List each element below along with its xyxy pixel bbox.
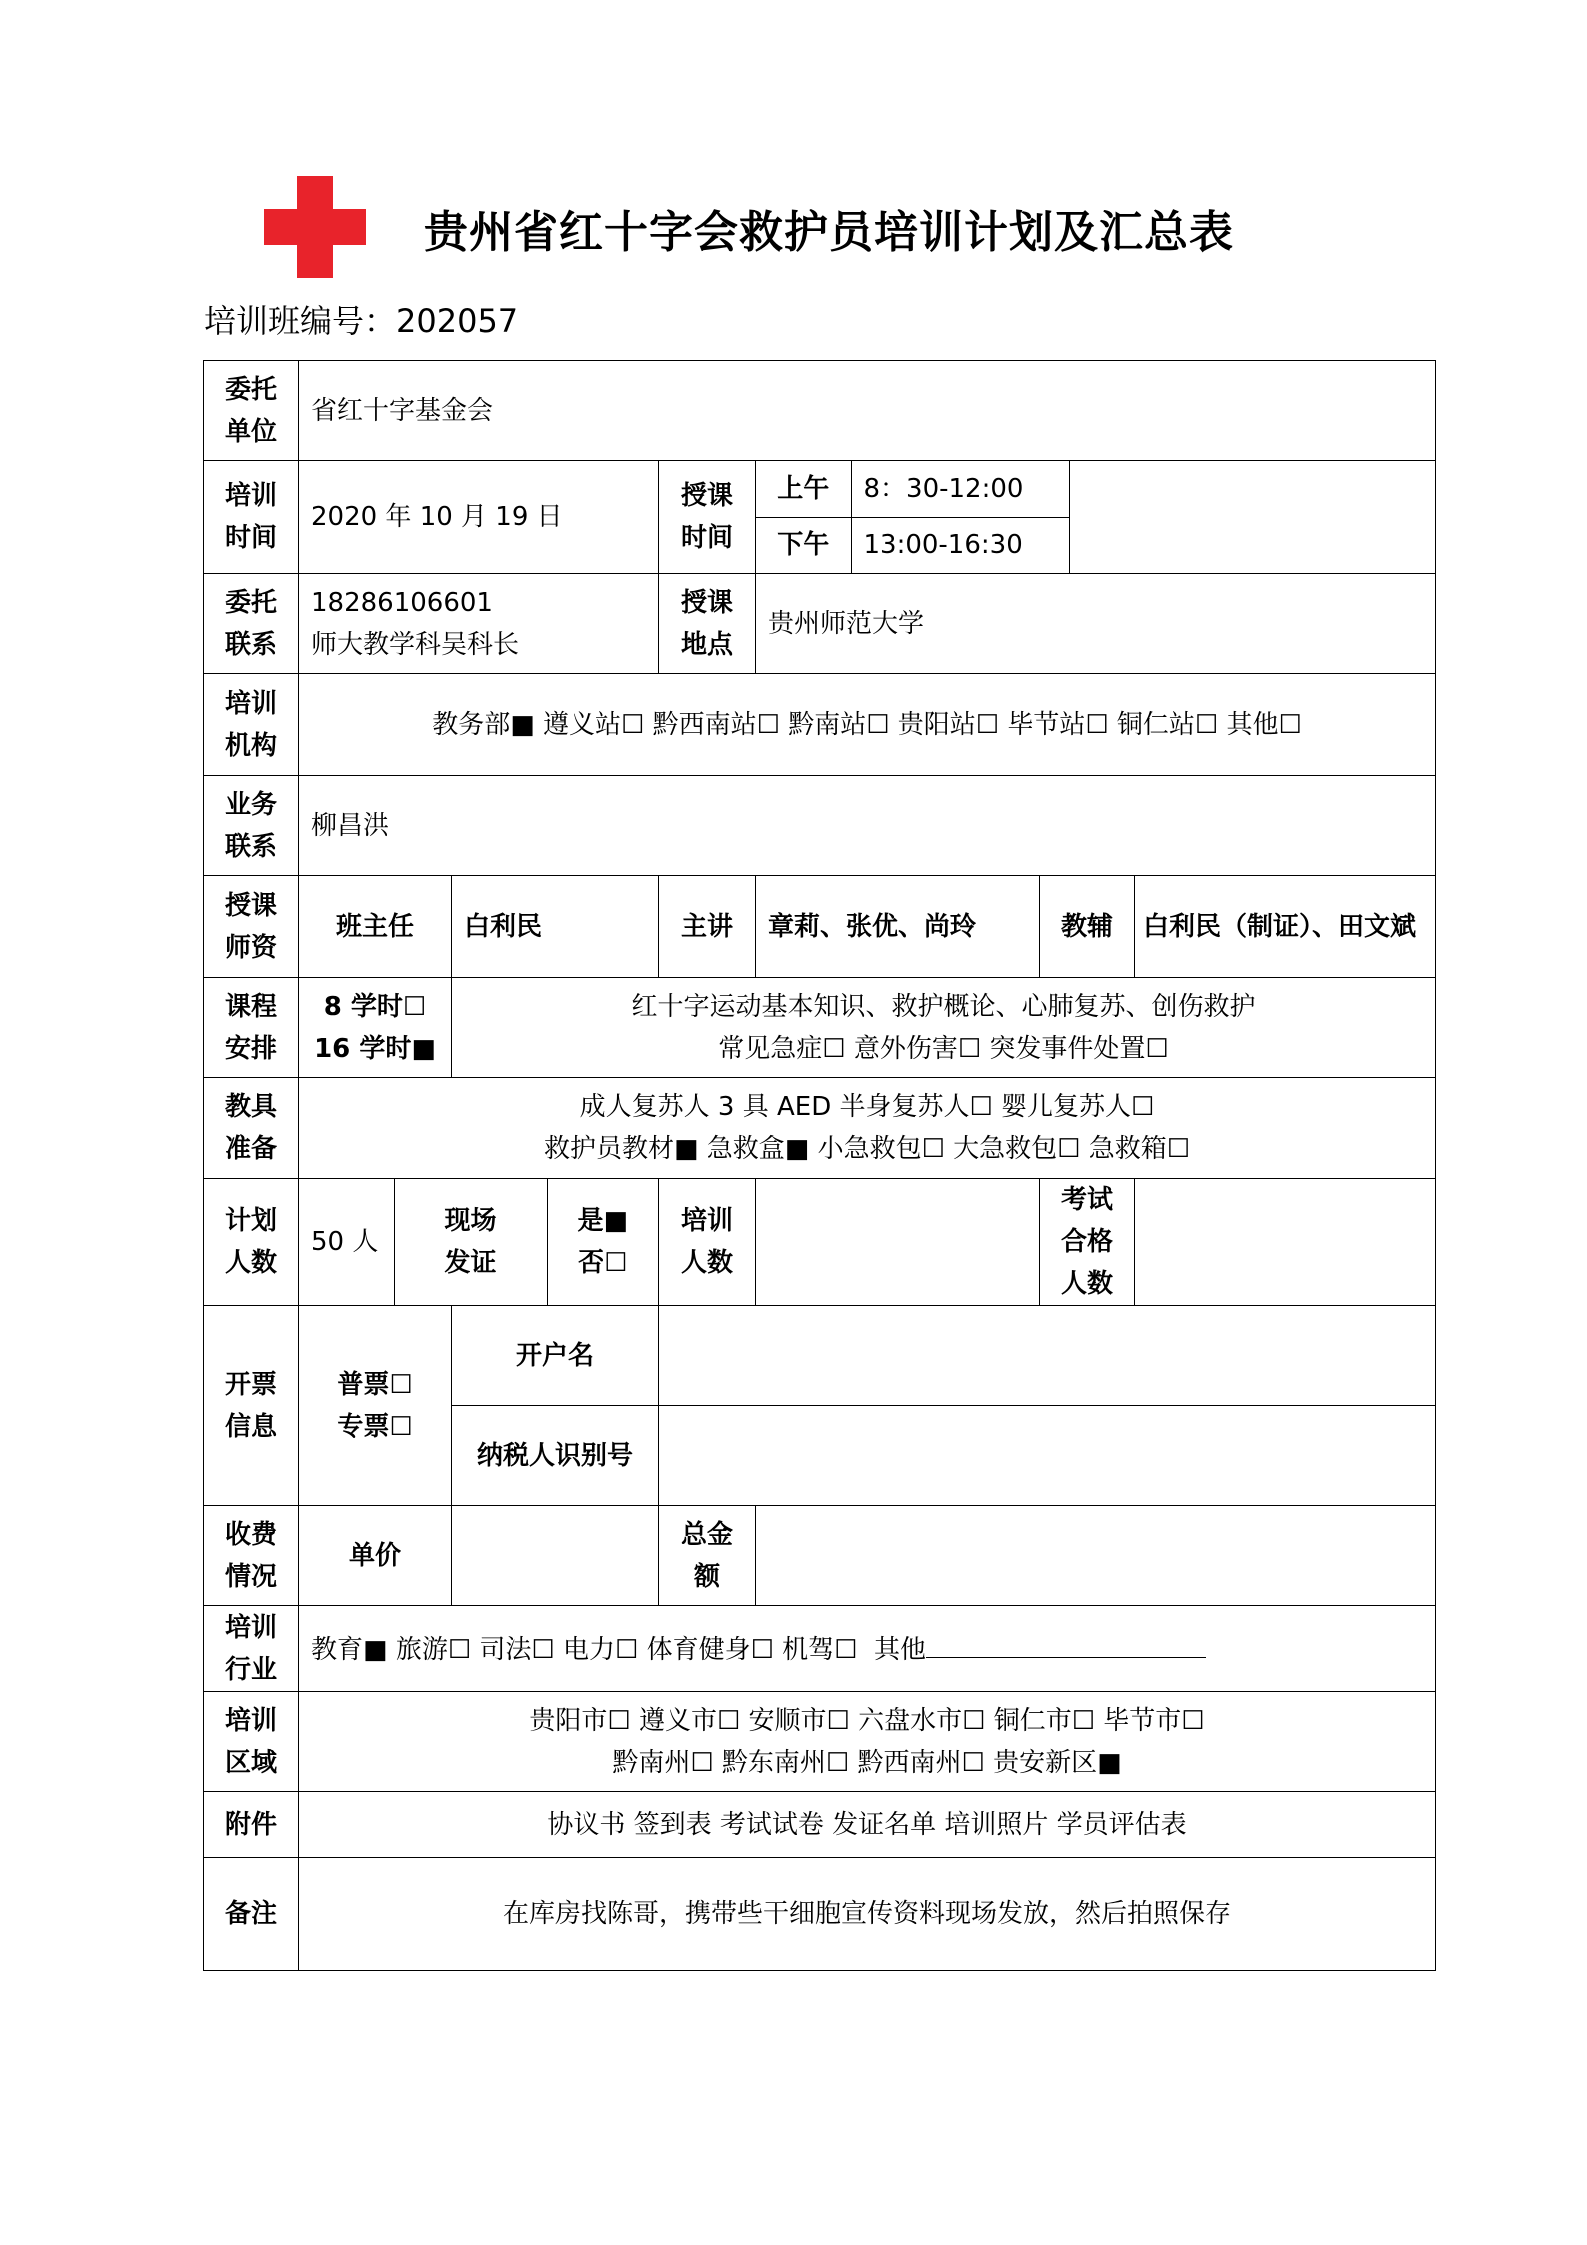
planned-people-value: 50 人 <box>299 1179 394 1305</box>
label-trained-people: 培训 人数 <box>659 1179 756 1306</box>
remarks-value: 在库房找陈哥，携带些干细胞宣传资料现场发放，然后拍照保存 <box>299 1858 1436 1971</box>
industry-option[interactable]: 教育■ <box>311 1634 388 1665</box>
label-invoice: 开票 信息 <box>204 1306 299 1506</box>
unit-price-label: 单价 <box>299 1506 452 1606</box>
label-entrust-unit: 委托 单位 <box>204 361 299 461</box>
row-course <box>204 978 1436 1078</box>
invoice-special-option[interactable]: 专票☐ <box>337 1411 413 1442</box>
label-region: 培训 区域 <box>204 1692 299 1792</box>
industry-option[interactable]: 旅游☐ <box>395 1634 472 1665</box>
header <box>264 176 1414 286</box>
row-entrust-unit <box>204 361 1436 461</box>
hours-8-option[interactable]: 8 学时☐ <box>323 991 427 1022</box>
course-hours <box>299 978 452 1078</box>
red-cross-icon <box>264 176 366 278</box>
pm-label: 下午 <box>756 517 851 573</box>
am-time-value: 8：30-12:00 <box>851 461 1069 517</box>
class-place-value: 贵州师范大学 <box>756 574 1436 674</box>
industry-option[interactable]: 机驾☐ <box>782 1634 858 1665</box>
passed-people-value <box>1135 1179 1436 1306</box>
label-training-time: 培训 时间 <box>204 461 299 574</box>
training-date-value: 2020 年 10 月 19 日 <box>299 461 659 574</box>
institution-option[interactable]: 教务部■ <box>432 709 535 740</box>
institution-option[interactable]: 黔西南站☐ <box>652 709 780 740</box>
training-plan-table <box>203 360 1436 1971</box>
institution-option[interactable]: 铜仁站☐ <box>1116 709 1219 740</box>
equipment-line-1: 成人复苏人 3 具 AED 半身复苏人☐ 婴儿复苏人☐ <box>579 1092 1155 1122</box>
onsite-cert-options <box>547 1179 658 1305</box>
label-fee: 收费 情况 <box>204 1506 299 1606</box>
industry-option[interactable]: 体育健身☐ <box>646 1634 774 1665</box>
region-line-2: 黔南州☐ 黔东南州☐ 黔西南州☐ 贵安新区■ <box>612 1747 1122 1778</box>
total-amount-label: 总金 额 <box>659 1506 756 1606</box>
lecturer-label: 主讲 <box>659 876 756 978</box>
label-class-time: 授课 时间 <box>659 461 756 574</box>
page-title: 贵州省红十字会救护员培训计划及汇总表 <box>424 207 1234 258</box>
am-label: 上午 <box>756 461 851 517</box>
row-remarks <box>204 1858 1436 1971</box>
course-line-1: 红十字运动基本知识、救护概论、心肺复苏、创伤救护 <box>631 991 1256 1022</box>
course-line-2: 常见急症☐ 意外伤害☐ 突发事件处置☐ <box>718 1033 1169 1064</box>
cert-no-option[interactable]: 否☐ <box>578 1248 628 1278</box>
assistant-value: 白利民（制证）、田文斌 <box>1135 876 1436 978</box>
row-contact <box>204 574 1436 674</box>
region-options <box>299 1692 1436 1792</box>
label-equipment: 教具 准备 <box>204 1078 299 1179</box>
institution-option[interactable]: 贵阳站☐ <box>897 709 1000 740</box>
equipment-content <box>299 1078 1436 1179</box>
label-teachers: 授课 师资 <box>204 876 299 978</box>
label-industry: 培训 行业 <box>204 1606 299 1692</box>
institution-option[interactable]: 其他☐ <box>1226 709 1302 740</box>
people-cert-cell <box>299 1179 659 1306</box>
taxpayer-id-label: 纳税人识别号 <box>452 1406 659 1506</box>
account-name-value <box>659 1306 1436 1406</box>
contact-value <box>299 574 659 674</box>
lecturer-value: 章莉、张优、尚玲 <box>756 876 1040 978</box>
course-content <box>452 978 1436 1078</box>
trained-people-value <box>756 1179 1040 1306</box>
label-course: 课程 安排 <box>204 978 299 1078</box>
row-attachments <box>204 1792 1436 1858</box>
label-institution: 培训 机构 <box>204 674 299 776</box>
label-attachments: 附件 <box>204 1792 299 1858</box>
attachments-value: 协议书 签到表 考试试卷 发证名单 培训照片 学员评估表 <box>299 1792 1436 1858</box>
industry-option[interactable]: 司法☐ <box>479 1634 555 1665</box>
entrust-unit-value: 省红十字基金会 <box>299 361 1436 461</box>
row-industry <box>204 1606 1436 1692</box>
class-time-cell <box>756 461 1436 574</box>
assistant-label: 教辅 <box>1040 876 1135 978</box>
class-number: 培训班编号：202057 <box>204 302 519 340</box>
total-amount-value <box>756 1506 1436 1606</box>
cert-yes-option[interactable]: 是■ <box>577 1206 629 1236</box>
hours-16-option[interactable]: 16 学时■ <box>314 1033 436 1064</box>
row-institution <box>204 674 1436 776</box>
invoice-type <box>299 1306 452 1506</box>
industry-options <box>299 1606 1436 1692</box>
row-fee <box>204 1506 1436 1606</box>
row-training-time <box>204 461 1436 574</box>
row-business-contact <box>204 776 1436 876</box>
invoice-normal-option[interactable]: 普票☐ <box>337 1369 413 1400</box>
unit-price-value <box>452 1506 659 1606</box>
row-equipment <box>204 1078 1436 1179</box>
label-passed-people: 考试 合格 人数 <box>1040 1179 1135 1306</box>
row-teachers <box>204 876 1436 978</box>
label-business-contact: 业务 联系 <box>204 776 299 876</box>
label-planned-people: 计划 人数 <box>204 1179 299 1306</box>
head-teacher-value: 白利民 <box>452 876 659 978</box>
label-class-place: 授课 地点 <box>659 574 756 674</box>
industry-other-blank[interactable] <box>926 1627 1206 1658</box>
row-people <box>204 1179 1436 1306</box>
institution-options <box>299 674 1436 776</box>
business-contact-value: 柳昌洪 <box>299 776 1436 876</box>
equipment-line-2: 救护员教材■ 急救盒■ 小急救包☐ 大急救包☐ 急救箱☐ <box>543 1134 1191 1164</box>
institution-option[interactable]: 毕节站☐ <box>1007 709 1109 740</box>
row-invoice-account <box>204 1306 1436 1406</box>
onsite-cert-label: 现场 发证 <box>394 1179 547 1305</box>
label-remarks: 备注 <box>204 1858 299 1971</box>
institution-option[interactable]: 黔南站☐ <box>788 709 890 740</box>
label-contact: 委托 联系 <box>204 574 299 674</box>
pm-time-value: 13:00-16:30 <box>851 517 1069 573</box>
industry-option[interactable]: 电力☐ <box>563 1634 639 1665</box>
contact-person: 师大教学科吴科长 <box>311 629 520 660</box>
contact-phone: 18286106601 <box>311 587 493 618</box>
head-teacher-label: 班主任 <box>299 876 452 978</box>
row-region <box>204 1692 1436 1792</box>
region-line-1: 贵阳市☐ 遵义市☐ 安顺市☐ 六盘水市☐ 铜仁市☐ 毕节市☐ <box>529 1705 1205 1736</box>
industry-option-other[interactable]: 其他 <box>874 1634 927 1665</box>
institution-option[interactable]: 遵义站☐ <box>543 709 645 740</box>
taxpayer-id-value <box>659 1406 1436 1506</box>
account-name-label: 开户名 <box>452 1306 659 1406</box>
